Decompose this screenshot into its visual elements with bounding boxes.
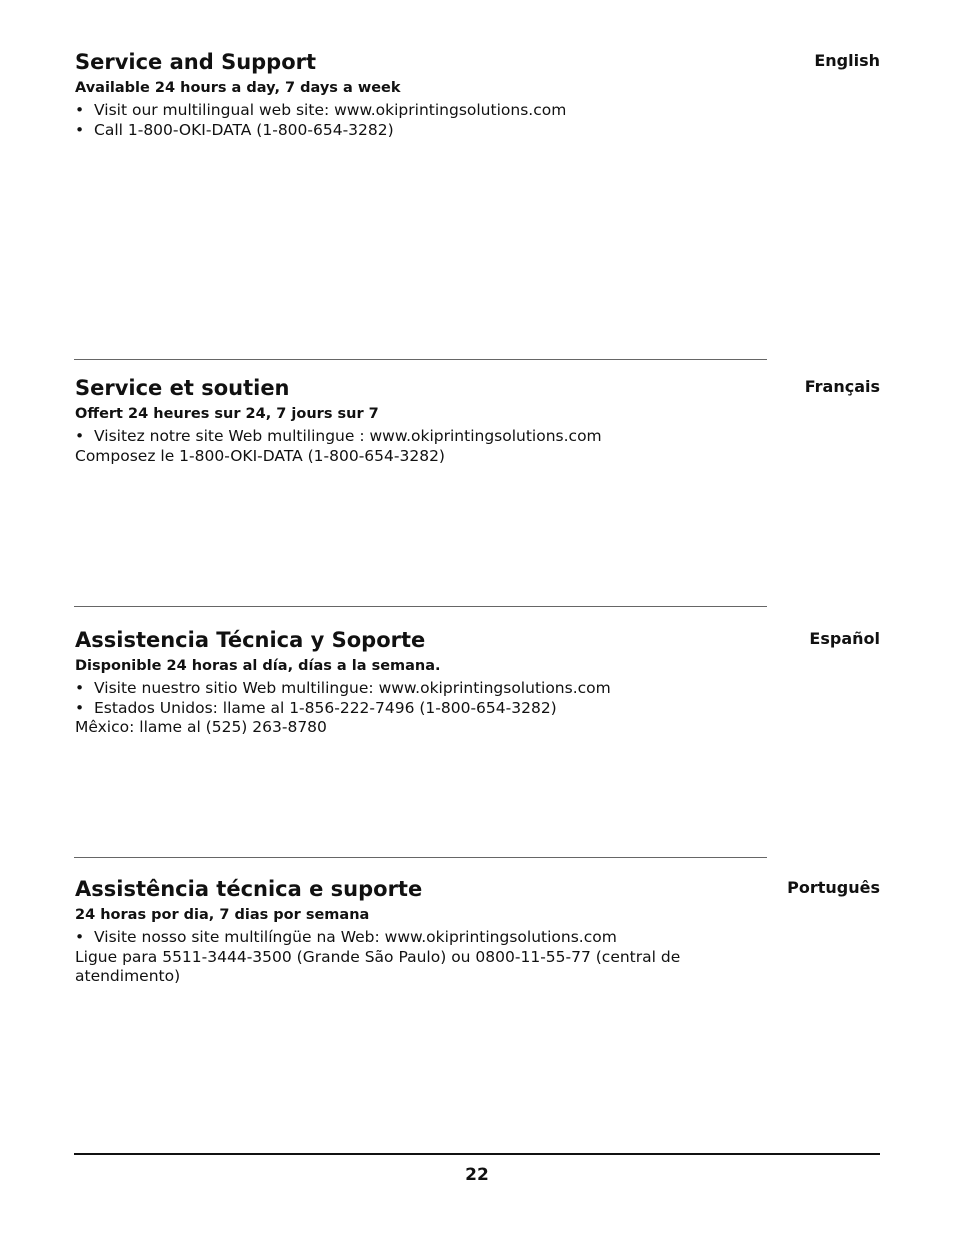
phone-item: Ligue para 5511-3444-3500 (Grande São Paulo) ou 0800-11-55-77 (central de atendimento) <box>75 947 681 985</box>
website-item: • Visit our multilingual web site: www.okiprintingsolutions.com <box>75 101 705 121</box>
contact-list <box>75 101 705 140</box>
website-item: • Visitez notre site Web multilingue : www.okiprintingsolutions.com <box>75 427 705 447</box>
website-item: • Visite nosso site multilíngüe na Web: www.okiprintingsolutions.com <box>75 928 705 948</box>
page-number: 22 <box>465 1165 489 1185</box>
phone-item: • Call 1-800-OKI-DATA (1-800-654-3282) <box>75 121 705 141</box>
language-label: Français <box>804 377 880 396</box>
contact-list <box>75 679 705 738</box>
availability-subtitle: Available 24 hours a day, 7 days a week <box>75 80 401 96</box>
availability-subtitle: 24 horas por dia, 7 dias por semana <box>75 907 370 923</box>
section-title: Service et soutien <box>75 376 290 400</box>
website-item: • Visite nuestro sitio Web multilingue: www.okiprintingsolutions.com <box>75 679 705 699</box>
contact-list <box>75 427 705 466</box>
contact-list <box>75 928 705 987</box>
section-divider <box>74 857 767 858</box>
phone-item: Composez le 1-800-OKI-DATA (1-800-654-3282) <box>75 446 445 465</box>
availability-subtitle: Offert 24 heures sur 24, 7 jours sur 7 <box>75 406 379 422</box>
section-divider <box>74 359 767 360</box>
language-label: Español <box>809 629 880 648</box>
language-label: English <box>814 51 880 70</box>
phone-item-mexico: Mêxico: llame al (525) 263-8780 <box>75 718 327 736</box>
phone-item: • Estados Unidos: llame al 1-856-222-7496 (1-800-654-3282) <box>75 699 705 719</box>
section-divider <box>74 606 767 607</box>
footer-rule <box>74 1153 880 1155</box>
availability-subtitle: Disponible 24 horas al día, días a la semana. <box>75 658 441 674</box>
section-title: Assistência técnica e suporte <box>75 877 423 901</box>
language-label: Português <box>787 878 880 897</box>
section-title: Service and Support <box>75 50 317 74</box>
section-title: Assistencia Técnica y Soporte <box>75 628 426 652</box>
